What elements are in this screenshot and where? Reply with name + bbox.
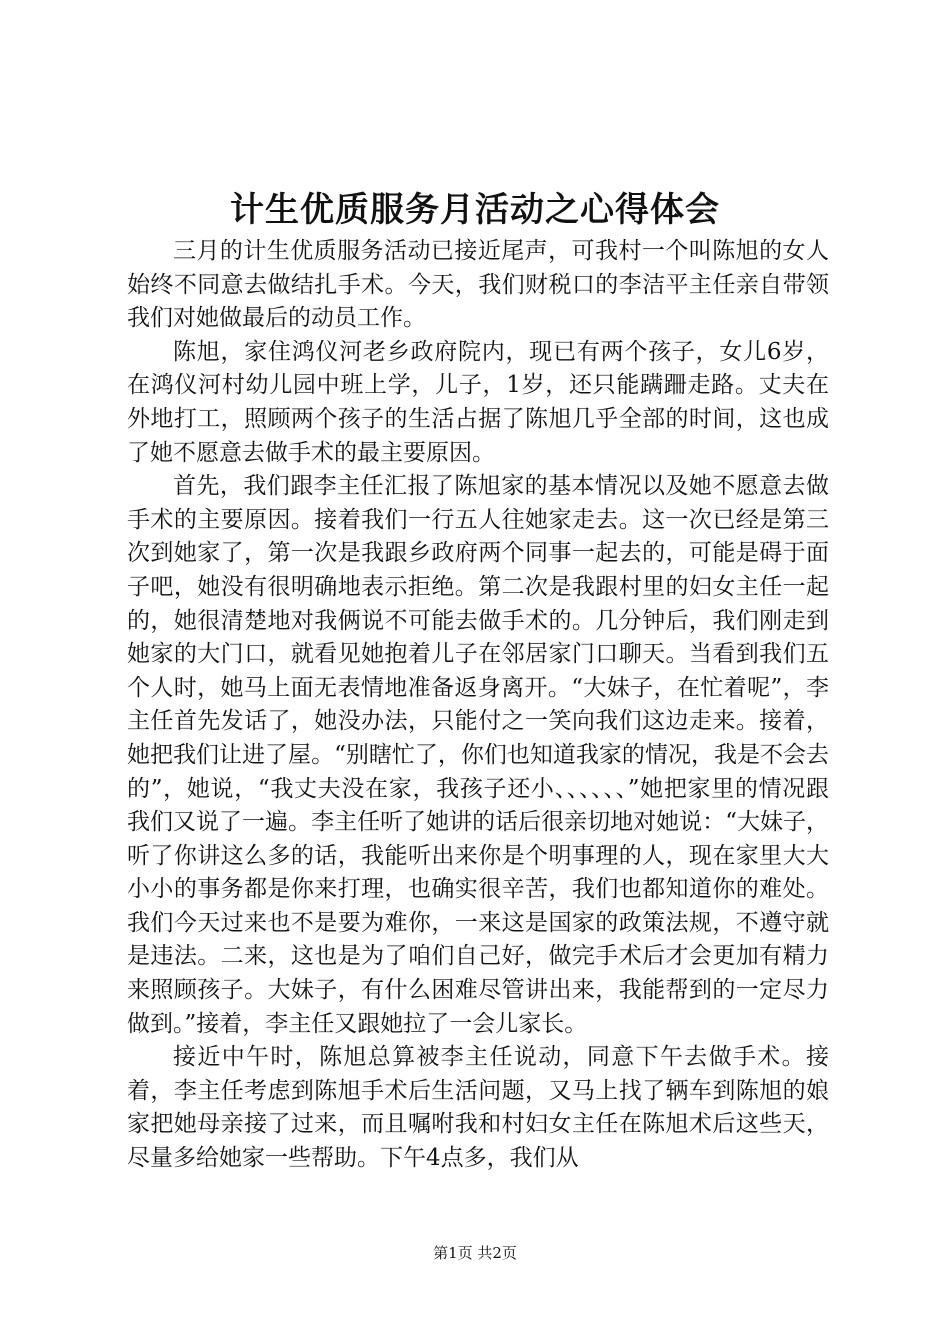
paragraph-2: 陈旭，家住鸿仪河老乡政府院内，现已有两个孩子，女儿6岁，在鸿仪河村幼儿园中班上学，儿子，1岁，还只能蹒跚走路。丈夫在外地打工，照顾两个孩子的生活占据了陈旭几乎全部的时间，这也成了她不愿意去做手术的最主要原因。 [127, 338, 829, 466]
paragraph-1: 三月的计生优质服务活动已接近尾声，可我村一个叫陈旭的女人始终不同意去做结扎手术。今天，我们财税口的李洁平主任亲自带领我们对她做最后的动员工作。 [127, 238, 829, 332]
paragraph-3: 首先，我们跟李主任汇报了陈旭家的基本情况以及她不愿意去做手术的主要原因。接着我们一行五人往她家走去。这一次已经是第三次到她家了，第一次是我跟乡政府两个同事一起去的，可能是碍于面子吧，她没有很明确地表示拒绝。第二次是我跟村里的妇女主任一起的，她很清楚地对我俩说不可能去做手术的。几分钟后，我们刚走到她家的大门口，就看见她抱着儿子在邻居家门口聊天。当看到我们五个人时，她马上面无表情地准备返身离开。“大妹子，在忙着呢”，李主任首先发话了，她没办法，只能付之一笑向我们这边走来。接着，她把我们让进了屋。“别瞎忙了，你们也知道我家的情况，我是不会去的”，她说，“我丈夫没在家，我孩子还小、、、、、、”她把家里的情况跟我们又说了一遍。李主任听了她讲的话后很亲切地对她说：“大妹子，听了你讲这么多的话，我能听出来你是个明事理的人，现在家里大大小小的事务都是你来打理，也确实很辛苦，我们也都知道你的难处。我们今天过来也不是要为难你，一来这是国家的政策法规，不遵守就是违法。二来，这也是为了咱们自己好，做完手术后才会更加有精力来照顾孩子。大妹子，有什么困难尽管讲出来，我能帮到的一定尽力做到。”接着，李主任又跟她拉了一会儿家长。 [127, 473, 829, 1037]
document-body [127, 235, 829, 1176]
document-title: 计生优质服务月活动之心得体会 [230, 190, 720, 230]
paragraph-4: 接近中午时，陈旭总算被李主任说动，同意下午去做手术。接着，李主任考虑到陈旭手术后生活问题，又马上找了辆车到陈旭的娘家把她母亲接了过来，而且嘱咐我和村妇女主任在陈旭术后这些天，尽量多给她家一些帮助。下午4点多，我们从 [127, 1044, 829, 1172]
page-footer: 第1页 共2页 [433, 1244, 517, 1262]
